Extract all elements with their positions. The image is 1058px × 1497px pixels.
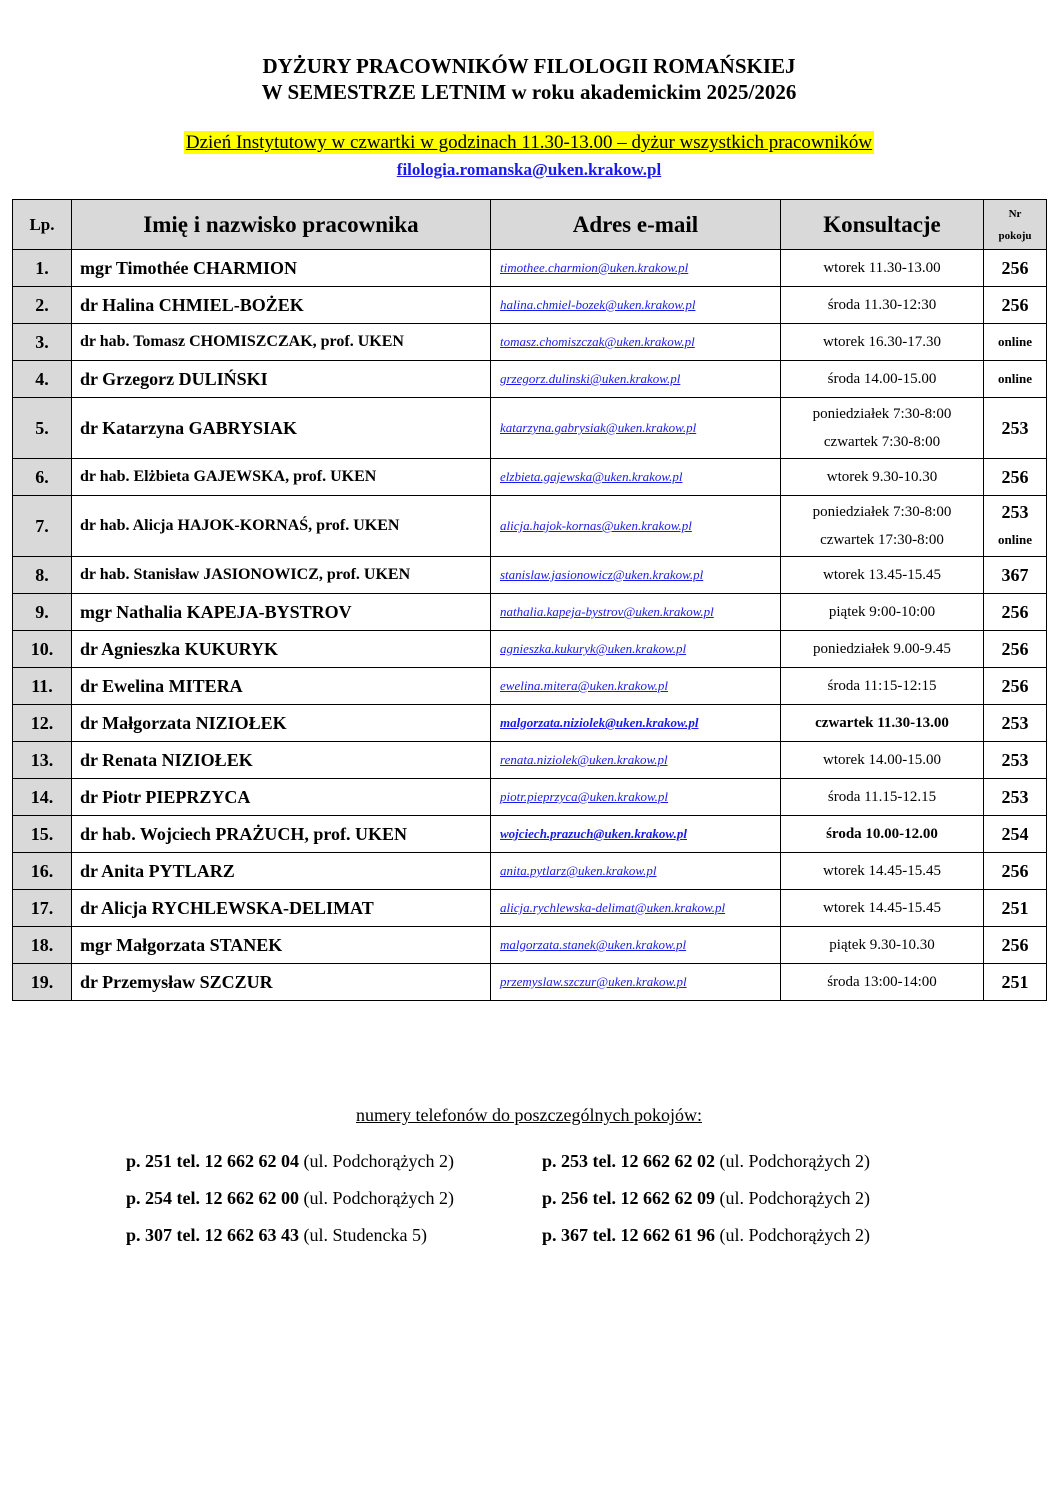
consultation-slot-1: środa 11:15-12:15 [827,678,937,694]
room-number [984,853,1047,890]
table-row [13,594,1047,631]
email-cell [491,594,781,631]
consultation-slot-1: poniedziałek 9.00-9.45 [813,641,951,657]
table-row [13,668,1047,705]
row-number: 19. [13,964,72,1001]
phones-list [126,1150,946,1247]
consultation-hours [781,890,984,927]
room-phone: p. 256 tel. 12 662 62 09 [542,1188,715,1208]
email-cell [491,496,781,557]
room-number [984,927,1047,964]
room-address: (ul. Podchorążych 2) [719,1188,870,1208]
consultation-slot-2: czwartek 7:30-8:00 [823,434,941,450]
room-number [984,964,1047,1001]
table-row [13,927,1047,964]
room-number [984,594,1047,631]
room-number [984,779,1047,816]
consultation-hours [781,459,984,496]
employee-name: dr Alicja RYCHLEWSKA-DELIMAT [72,890,491,927]
consultation-slot-1: środa 10.00-12.00 [826,826,938,842]
consultation-slot-1: piątek 9:00-10:00 [828,604,936,620]
room-address: (ul. Podchorążych 2) [303,1188,454,1208]
room-number [984,705,1047,742]
consultation-hours [781,287,984,324]
row-number: 17. [13,890,72,927]
room-number [984,398,1047,459]
employee-email-link[interactable]: elzbieta.gajewska@uken.krakow.pl [500,469,683,484]
employee-name: dr Małgorzata NIZIOŁEK [72,705,491,742]
email-cell [491,250,781,287]
employee-email-link[interactable]: agnieszka.kukuryk@uken.krakow.pl [500,641,687,656]
room-number [984,890,1047,927]
row-number: 9. [13,594,72,631]
institute-day-notice: Dzień Instytutowy w czwartki w godzinach 11.30-13.00 – dyżur wszystkich pracowników [185,132,873,153]
table-row [13,779,1047,816]
room-phone: p. 254 tel. 12 662 62 00 [126,1188,299,1208]
table-row [13,964,1047,1001]
table-row [13,324,1047,361]
row-number: 8. [13,557,72,594]
consultation-slot-1: poniedziałek 7:30-8:00 [812,504,952,520]
employee-name: dr hab. Alicja HAJOK-KORNAŚ, prof. UKEN [72,496,491,557]
email-cell [491,557,781,594]
room-value-1: 256 [1001,602,1029,622]
employee-name: mgr Timothée CHARMION [72,250,491,287]
consultation-slot-1: wtorek 14.45-15.45 [823,900,941,916]
consultation-hours [781,742,984,779]
consultation-slot-1: wtorek 11.30-13.00 [823,260,941,276]
room-phone: p. 307 tel. 12 662 63 43 [126,1225,299,1245]
consultation-hours [781,853,984,890]
consultation-hours [781,816,984,853]
employee-name: dr Ewelina MITERA [72,668,491,705]
row-number: 1. [13,250,72,287]
room-number [984,668,1047,705]
page-title-line2: W SEMESTRZE LETNIM w roku akademickim 2025/2026 [261,80,797,104]
employee-email-link[interactable]: nathalia.kapeja-bystrov@uken.krakow.pl [500,604,714,619]
consultation-slot-1: wtorek 14.00-15.00 [823,752,941,768]
employee-email-link[interactable]: piotr.pieprzyca@uken.krakow.pl [500,789,669,804]
room-value-2: online [998,532,1032,547]
row-number: 15. [13,816,72,853]
room-value-1: 367 [1001,565,1029,585]
consultation-hours [781,398,984,459]
room-number [984,459,1047,496]
employee-name: dr Renata NIZIOŁEK [72,742,491,779]
column-header-email: Adres e-mail [491,200,781,250]
employee-name: dr hab. Stanisław JASIONOWICZ, prof. UKEN [72,557,491,594]
room-value-1: 256 [1001,935,1029,955]
table-row [13,398,1047,459]
room-phone: p. 367 tel. 12 662 61 96 [542,1225,715,1245]
department-email-link[interactable]: filologia.romanska@uken.krakow.pl [396,160,662,179]
row-number: 16. [13,853,72,890]
room-value-1: 254 [1001,824,1029,844]
consultation-slot-1: środa 14.00-15.00 [827,371,937,387]
room-number [984,496,1047,557]
table-row [13,631,1047,668]
room-value-1: 251 [1001,898,1029,918]
room-value-1: 256 [1001,639,1029,659]
row-number: 6. [13,459,72,496]
room-address: (ul. Podchorążych 2) [719,1151,870,1171]
room-value-1: 256 [1001,467,1029,487]
consultation-hours [781,631,984,668]
employee-email-link[interactable]: anita.pytlarz@uken.krakow.pl [500,863,657,878]
employee-email-link[interactable]: wojciech.prazuch@uken.krakow.pl [500,826,687,841]
email-cell [491,964,781,1001]
employee-name: mgr Małgorzata STANEK [72,927,491,964]
employee-name: dr Przemysław SZCZUR [72,964,491,1001]
email-cell [491,927,781,964]
department-email-container [0,160,1058,180]
consultation-slot-2: czwartek 17:30-8:00 [820,532,944,548]
table-row [13,890,1047,927]
room-number [984,557,1047,594]
row-number: 13. [13,742,72,779]
row-number: 5. [13,398,72,459]
table-row [13,742,1047,779]
room-value-1: 253 [1001,787,1029,807]
consultation-hours [781,361,984,398]
room-address: (ul. Studencka 5) [303,1225,427,1245]
consultation-slot-1: wtorek 9.30-10.30 [826,469,938,485]
column-header-name: Imię i nazwisko pracownika [72,200,491,250]
employee-email-link[interactable]: ewelina.mitera@uken.krakow.pl [500,678,669,693]
consultation-hours [781,927,984,964]
row-number: 14. [13,779,72,816]
room-number [984,631,1047,668]
employee-email-link[interactable]: timothee.charmion@uken.krakow.pl [500,260,689,275]
consultation-slot-1: wtorek 16.30-17.30 [823,334,941,350]
consultation-hours [781,964,984,1001]
employee-name: dr hab. Wojciech PRAŻUCH, prof. UKEN [72,816,491,853]
room-value-1: 256 [1001,861,1029,881]
table-header-row [13,200,1047,250]
employee-name: dr hab. Tomasz CHOMISZCZAK, prof. UKEN [72,324,491,361]
consultation-slot-1: wtorek 13.45-15.45 [823,567,941,583]
column-header-room-line2: pokoju [998,229,1032,242]
email-cell [491,853,781,890]
email-cell [491,705,781,742]
room-value-1: 253 [1001,713,1029,733]
room-phone: p. 251 tel. 12 662 62 04 [126,1151,299,1171]
employee-email-link[interactable]: katarzyna.gabrysiak@uken.krakow.pl [500,420,697,435]
phone-entry [126,1224,542,1247]
room-address: (ul. Podchorążych 2) [719,1225,870,1245]
notice-container [0,131,1058,154]
employee-email-link[interactable]: grzegorz.dulinski@uken.krakow.pl [500,371,681,386]
table-row [13,361,1047,398]
employee-email-link[interactable]: alicja.hajok-kornas@uken.krakow.pl [500,518,692,533]
email-cell [491,631,781,668]
consultation-hours [781,324,984,361]
phone-entry [126,1150,542,1173]
employee-name: dr Agnieszka KUKURYK [72,631,491,668]
employee-name: dr Piotr PIEPRZYCA [72,779,491,816]
email-cell [491,668,781,705]
employee-name: dr Halina CHMIEL-BOŻEK [72,287,491,324]
email-cell [491,324,781,361]
room-number [984,250,1047,287]
email-cell [491,742,781,779]
email-cell [491,816,781,853]
room-number [984,361,1047,398]
room-value-1: 253 [1001,750,1029,770]
row-number: 4. [13,361,72,398]
consultation-hours [781,594,984,631]
employee-email-link[interactable]: malgorzata.niziolek@uken.krakow.pl [500,715,699,730]
consultation-hours [781,705,984,742]
consultation-slot-1: czwartek 11.30-13.00 [815,715,949,731]
email-cell [491,287,781,324]
email-cell [491,361,781,398]
room-number [984,287,1047,324]
employee-name: dr hab. Elżbieta GAJEWSKA, prof. UKEN [72,459,491,496]
row-number: 18. [13,927,72,964]
room-value-1: 251 [1001,972,1029,992]
email-cell [491,890,781,927]
room-address: (ul. Podchorążych 2) [303,1151,454,1171]
phone-entry [542,1150,942,1173]
page-title-line1: DYŻURY PRACOWNIKÓW FILOLOGII ROMAŃSKIEJ [262,54,796,78]
room-number [984,816,1047,853]
table-row [13,250,1047,287]
employee-email-link[interactable]: alicja.rychlewska-delimat@uken.krakow.pl [500,900,726,915]
employee-email-link[interactable]: tomasz.chomiszczak@uken.krakow.pl [500,334,695,349]
room-number [984,324,1047,361]
table-row [13,287,1047,324]
phone-entry [542,1224,942,1247]
column-header-consultations: Konsultacje [781,200,984,250]
consultation-hours [781,779,984,816]
row-number: 7. [13,496,72,557]
employee-name: dr Grzegorz DULIŃSKI [72,361,491,398]
consultation-hours [781,668,984,705]
table-row [13,705,1047,742]
table-row [13,816,1047,853]
table-row [13,496,1047,557]
column-header-room-line1: Nr [1008,207,1022,220]
room-value-1: 256 [1001,295,1029,315]
row-number: 12. [13,705,72,742]
column-header-room [984,200,1047,250]
email-cell [491,398,781,459]
consultation-slot-1: poniedziałek 7:30-8:00 [812,406,952,422]
room-value-1: 256 [1001,676,1029,696]
employee-name: dr Anita PYTLARZ [72,853,491,890]
employee-email-link[interactable]: renata.niziolek@uken.krakow.pl [500,752,668,767]
room-value-1: 256 [1001,258,1029,278]
employee-email-link[interactable]: przemyslaw.szczur@uken.krakow.pl [500,974,687,989]
room-value-1: online [998,334,1032,349]
employee-name: mgr Nathalia KAPEJA-BYSTROV [72,594,491,631]
consultation-hours [781,496,984,557]
row-number: 10. [13,631,72,668]
email-cell [491,459,781,496]
consultation-slot-1: piątek 9.30-10.30 [829,937,935,953]
table-row [13,459,1047,496]
employee-email-link[interactable]: stanislaw.jasionowicz@uken.krakow.pl [500,567,704,582]
consultation-slot-1: środa 11.15-12.15 [827,789,937,805]
phone-entry [542,1187,942,1210]
room-value-1: 253 [1001,502,1029,522]
row-number: 2. [13,287,72,324]
consultation-slot-1: środa 13:00-14:00 [827,974,937,990]
table-row [13,557,1047,594]
staff-table [12,199,1047,1001]
column-header-lp: Lp. [13,200,72,250]
consultation-slot-1: środa 11.30-12:30 [827,297,937,313]
employee-name: dr Katarzyna GABRYSIAK [72,398,491,459]
phones-title: numery telefonów do poszczególnych pokojów: [356,1105,702,1125]
row-number: 11. [13,668,72,705]
room-phone: p. 253 tel. 12 662 62 02 [542,1151,715,1171]
consultation-hours [781,557,984,594]
consultation-slot-1: wtorek 14.45-15.45 [823,863,941,879]
consultation-hours [781,250,984,287]
table-row [13,853,1047,890]
email-cell [491,779,781,816]
employee-email-link[interactable]: halina.chmiel-bozek@uken.krakow.pl [500,297,696,312]
room-value-1: 253 [1001,418,1029,438]
room-number [984,742,1047,779]
row-number: 3. [13,324,72,361]
room-value-1: online [998,371,1032,386]
employee-email-link[interactable]: malgorzata.stanek@uken.krakow.pl [500,937,687,952]
phone-entry [126,1187,542,1210]
